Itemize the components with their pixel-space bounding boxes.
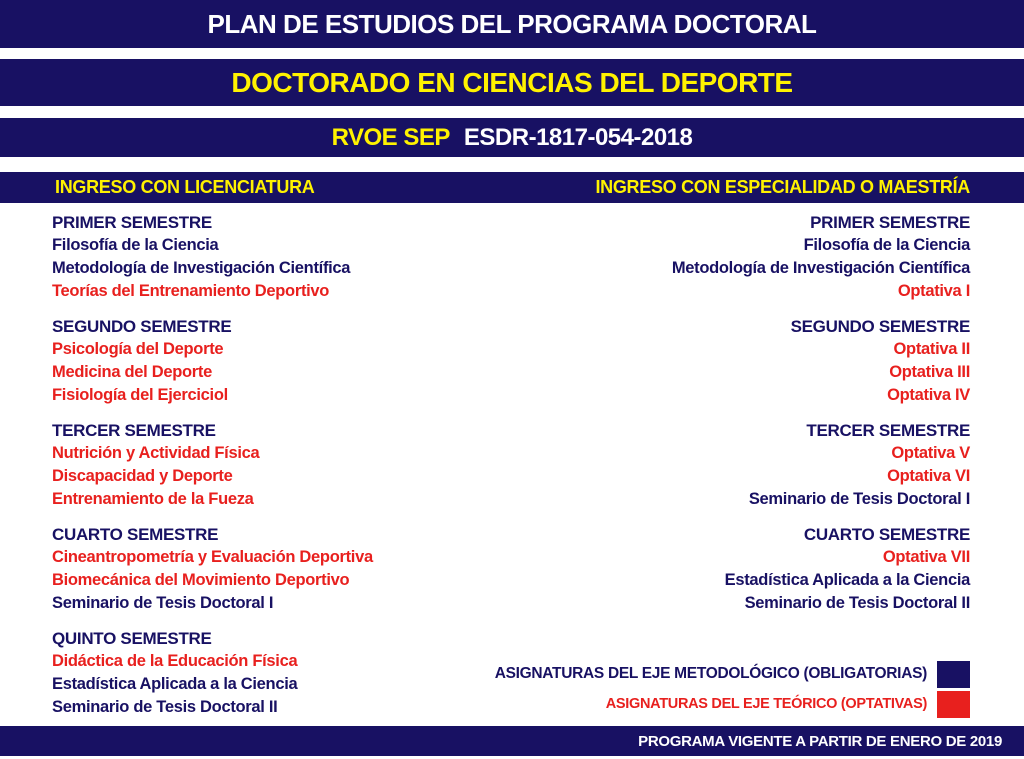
semester-section-left-3	[52, 419, 474, 511]
course-item: Seminario de Tesis Doctoral I	[52, 594, 274, 612]
semester-title: PRIMER SEMESTRE	[52, 213, 212, 232]
banner-plan-title	[0, 0, 1024, 48]
semester-title: SEGUNDO SEMESTRE	[790, 317, 970, 336]
course-item: Optativa VI	[887, 467, 970, 485]
semester-section-right-3	[548, 419, 970, 511]
course-item: Fisiología del Ejerciciol	[52, 386, 228, 404]
legend-item-obligatorias	[474, 659, 970, 689]
banner-gap	[0, 106, 1024, 118]
banner-gap	[0, 48, 1024, 59]
legend-color-swatch-navy	[937, 661, 970, 688]
legend-label: ASIGNATURAS DEL EJE TEÓRICO (OPTATIVAS)	[605, 696, 927, 712]
semester-title: TERCER SEMESTRE	[52, 421, 216, 440]
course-item: Teorías del Entrenamiento Deportivo	[52, 282, 330, 300]
course-item: Nutrición y Actividad Física	[52, 444, 260, 462]
course-item: Psicología del Deporte	[52, 340, 224, 358]
course-item: Filosofía de la Ciencia	[52, 236, 219, 254]
semester-band-5	[52, 627, 970, 719]
course-item: Discapacidad y Deporte	[52, 467, 233, 485]
banner-rvoe	[0, 118, 1024, 157]
program-name-text: DOCTORADO EN CIENCIAS DEL DEPORTE	[231, 66, 793, 98]
banner-gap	[0, 157, 1024, 172]
course-item: Metodología de Investigación Científica	[52, 259, 351, 277]
course-item: Optativa V	[891, 444, 970, 462]
course-item: Optativa I	[897, 282, 970, 300]
banner-program-name	[0, 59, 1024, 106]
legend-item-optativas	[474, 689, 970, 719]
course-item: Entrenamiento de la Fueza	[52, 490, 254, 508]
course-item: Seminario de Tesis Doctoral I	[748, 490, 970, 508]
course-item: Medicina del Deporte	[52, 363, 212, 381]
semester-section-left-1	[52, 211, 474, 303]
legend	[474, 627, 970, 719]
course-item: Biomecánica del Movimiento Deportivo	[52, 571, 350, 589]
footer-text: PROGRAMA VIGENTE A PARTIR DE ENERO DE 2019	[638, 732, 1002, 750]
semester-title: QUINTO SEMESTRE	[52, 629, 212, 648]
course-item: Estadística Aplicada a la Ciencia	[52, 675, 298, 693]
curriculum-content	[0, 203, 1024, 726]
semester-section-right-1	[548, 211, 970, 303]
rvoe-code: ESDR-1817-054-2018	[463, 123, 693, 151]
column-header-right: INGRESO CON ESPECIALIDAD O MAESTRÍA	[595, 177, 970, 197]
course-item: Optativa VII	[882, 548, 970, 566]
semester-band-2	[52, 315, 970, 407]
semester-title: CUARTO SEMESTRE	[52, 525, 219, 544]
course-item: Optativa II	[893, 340, 970, 358]
course-item: Optativa III	[889, 363, 970, 381]
semester-band-4	[52, 523, 970, 615]
semester-band-3	[52, 419, 970, 511]
course-item: Seminario de Tesis Doctoral II	[744, 594, 970, 612]
course-item: Metodología de Investigación Científica	[671, 259, 970, 277]
semester-title: TERCER SEMESTRE	[806, 421, 970, 440]
semester-section-left-2	[52, 315, 474, 407]
column-header-left: INGRESO CON LICENCIATURA	[55, 177, 315, 197]
legend-label: ASIGNATURAS DEL EJE METODOLÓGICO (OBLIGATORIAS)	[494, 665, 927, 682]
course-item: Didáctica de la Educación Física	[52, 652, 298, 670]
footer-bar	[0, 726, 1024, 756]
semester-title: CUARTO SEMESTRE	[803, 525, 970, 544]
plan-title-text: PLAN DE ESTUDIOS DEL PROGRAMA DOCTORAL	[207, 8, 817, 39]
semester-section-left-4	[52, 523, 474, 615]
rvoe-label: RVOE SEP	[331, 123, 450, 151]
course-item: Optativa IV	[887, 386, 970, 404]
semester-section-right-4	[548, 523, 970, 615]
semester-section-right-2	[548, 315, 970, 407]
semester-title: SEGUNDO SEMESTRE	[52, 317, 232, 336]
semester-section-left-5	[52, 627, 474, 719]
course-item: Filosofía de la Ciencia	[803, 236, 970, 254]
course-item: Seminario de Tesis Doctoral II	[52, 698, 278, 716]
column-header-bar	[0, 172, 1024, 203]
semester-band-1	[52, 211, 970, 303]
legend-color-swatch-red	[937, 691, 970, 718]
semester-title: PRIMER SEMESTRE	[810, 213, 970, 232]
course-item: Cineantropometría y Evaluación Deportiva	[52, 548, 373, 566]
course-item: Estadística Aplicada a la Ciencia	[724, 571, 970, 589]
